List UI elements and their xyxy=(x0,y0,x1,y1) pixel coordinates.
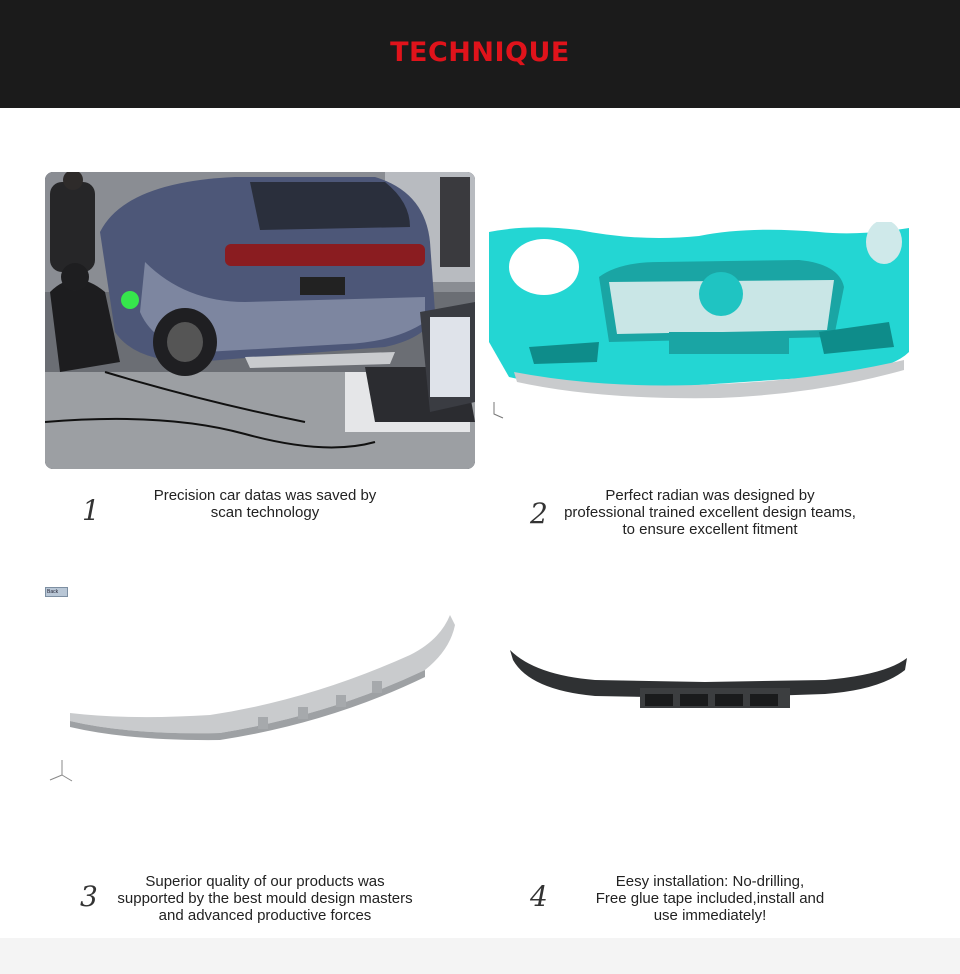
black-lip-product xyxy=(505,630,915,730)
step-4-line-3: use immediately! xyxy=(653,907,767,924)
cad-back-button[interactable]: Back xyxy=(45,587,68,597)
header-bar xyxy=(0,0,960,108)
step-2-caption xyxy=(540,487,880,538)
step-3-caption xyxy=(95,873,435,924)
step-1-line-2: scan technology xyxy=(210,504,320,521)
scan-workshop-photo xyxy=(45,172,475,469)
step-4-number: 4 xyxy=(530,880,548,913)
step-2-line-3: to ensure excellent fitment xyxy=(622,521,798,538)
black-lip-illustration xyxy=(505,630,915,730)
grey-lip-model xyxy=(40,585,470,785)
step-3-line-1: Superior quality of our products was xyxy=(145,873,385,890)
step-1-caption xyxy=(120,487,410,521)
step-2-number: 2 xyxy=(530,497,548,530)
step-4-line-1: Eesy installation: No-drilling, xyxy=(615,873,805,890)
step-2-line-1: Perfect radian was designed by xyxy=(605,487,815,504)
step-3-line-3: and advanced productive forces xyxy=(158,907,372,924)
step-4-line-2: Free glue tape included,install and xyxy=(595,890,825,907)
footer-strip xyxy=(0,938,960,974)
workshop-illustration xyxy=(45,172,475,469)
step-2-line-2: professional trained excellent design teams, xyxy=(564,504,856,521)
scan-model-illustration xyxy=(489,222,909,422)
step-4-caption xyxy=(570,873,850,924)
step-3-line-2: supported by the best mould design masters xyxy=(117,890,413,907)
grey-lip-illustration xyxy=(40,585,470,785)
bumper-scan-model xyxy=(489,222,909,422)
step-1-line-1: Precision car datas was saved by xyxy=(153,487,377,504)
step-3-number: 3 xyxy=(80,880,98,913)
page-title: TECHNIQUE xyxy=(390,36,570,68)
step-1-number: 1 xyxy=(82,494,100,527)
